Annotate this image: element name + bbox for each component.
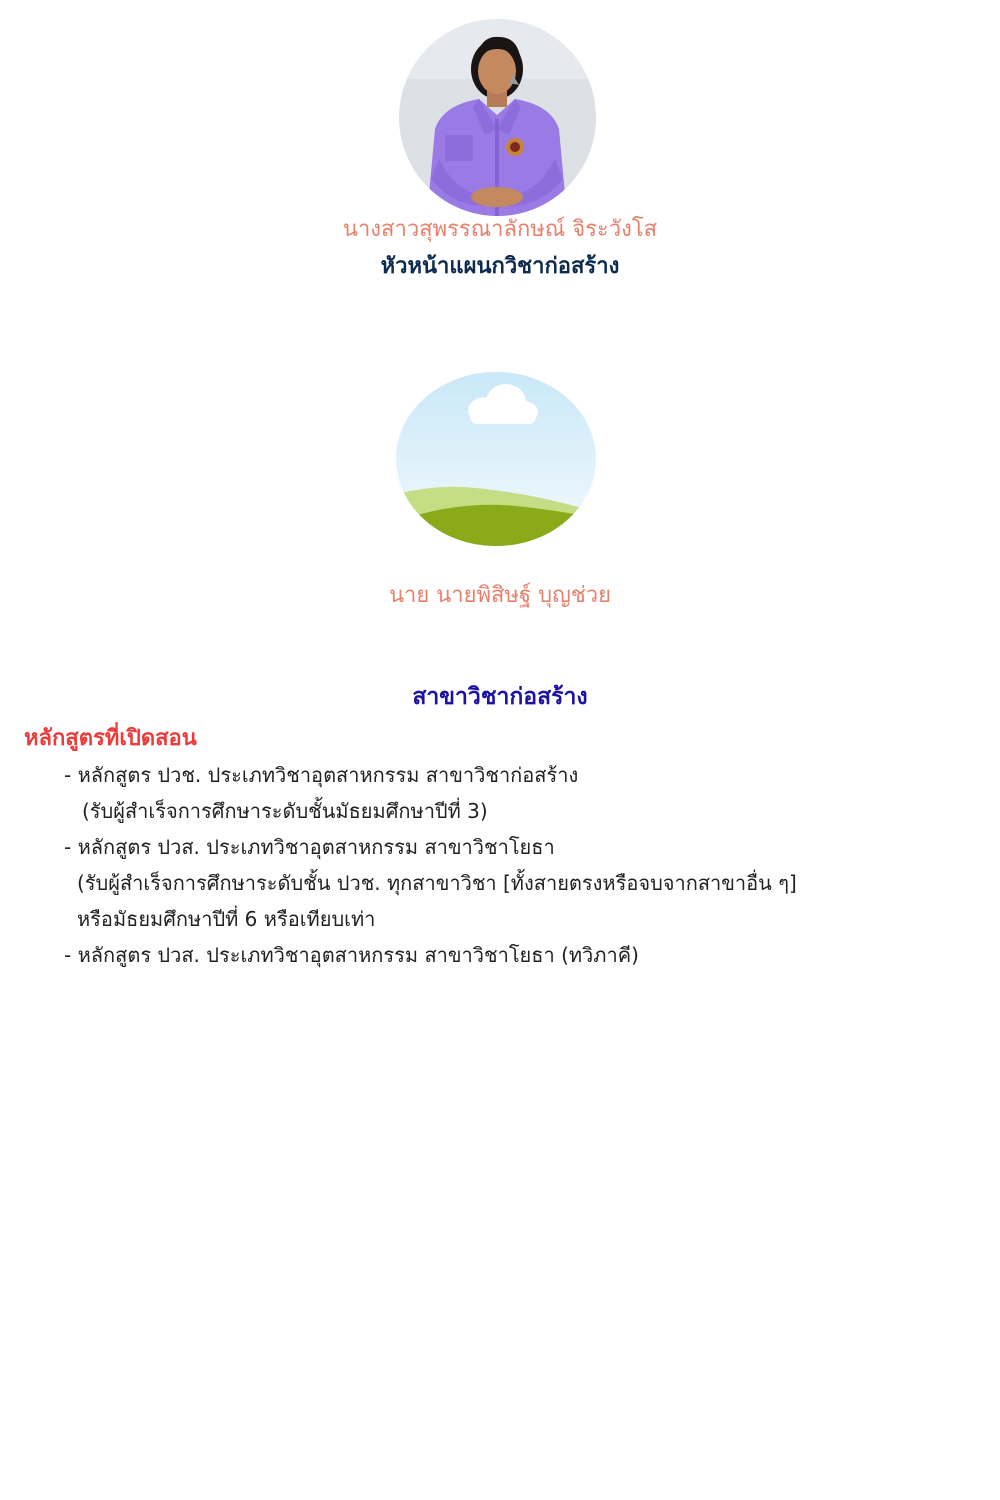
- head-profile-photo: [399, 19, 596, 216]
- course-item-1: - หลักสูตร ปวช. ประเภทวิชาอุตสาหกรรม สาขาวิชาก่อสร้าง: [64, 763, 579, 787]
- course-item-3: - หลักสูตร ปวส. ประเภทวิชาอุตสาหกรรม สาขาวิชาโยธา (ทวิภาคี): [64, 943, 639, 967]
- second-profile-name: นาย นายพิสิษฐ์ บุญช่วย: [388, 583, 611, 608]
- course-item-2-note-cont: หรือมัธยมศึกษาปีที่ 6 หรือเทียบเท่า: [77, 907, 376, 931]
- portrait-image: [399, 19, 596, 216]
- head-profile-role: หัวหน้าแผนกวิชาก่อสร้าง: [380, 254, 620, 279]
- second-profile-photo: [396, 372, 596, 546]
- head-profile-name: นางสาวสุพรรณาลักษณ์ จิระวังโส: [342, 217, 658, 242]
- department-title: สาขาวิชาก่อสร้าง: [412, 684, 588, 710]
- course-item-2: - หลักสูตร ปวส. ประเภทวิชาอุตสาหกรรม สาขาวิชาโยธา: [64, 835, 555, 859]
- course-item-1-note: (รับผู้สำเร็จการศึกษาระดับชั้นมัธยมศึกษาปีที่ 3): [82, 799, 488, 823]
- courses-heading: หลักสูตรที่เปิดสอน: [24, 726, 197, 751]
- course-item-2-note: (รับผู้สำเร็จการศึกษาระดับชั้น ปวช. ทุกสาขาวิชา [ทั้งสายตรงหรือจบจากสาขาอื่น ๆ]: [77, 871, 797, 895]
- image-placeholder-icon: [396, 372, 596, 546]
